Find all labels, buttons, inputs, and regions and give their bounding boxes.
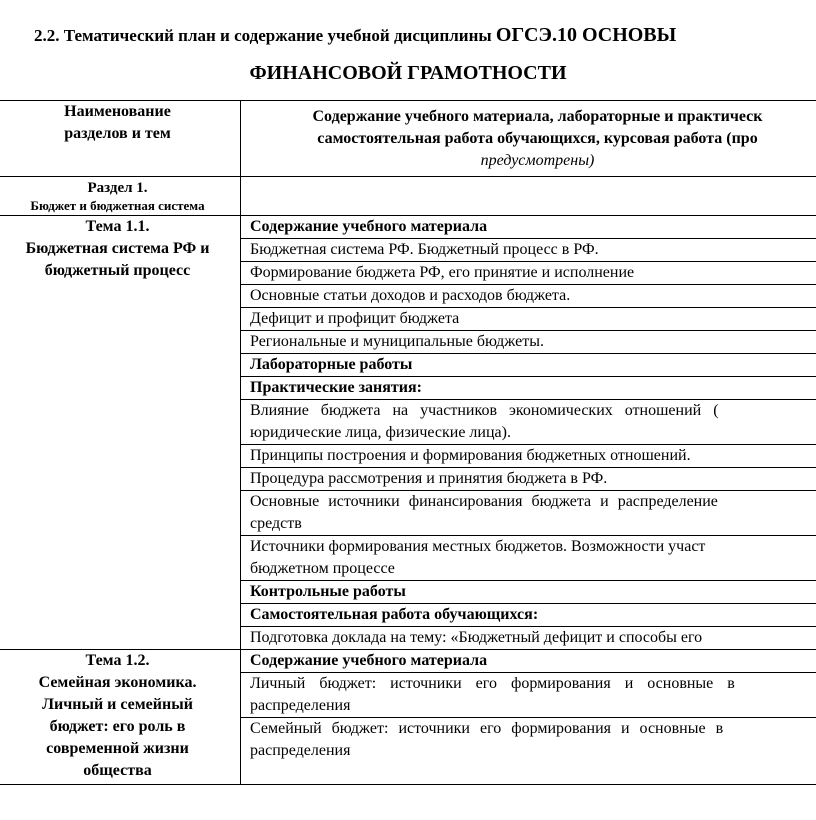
content-item: Дефицит и профицит бюджета [241,308,816,331]
self-study-heading: Самостоятельная работа обучающихся: [241,604,816,627]
topic2-name-line5: общества [83,762,152,779]
section-title: Раздел 1. [87,180,148,196]
section-title-cell [0,177,241,216]
content-heading: Содержание учебного материала [241,650,816,673]
content-heading: Содержание учебного материала [241,216,816,239]
content-item: Основные статьи доходов и расходов бюджета. [241,285,816,308]
topic2-name-line4: современной жизни [46,740,189,757]
section-empty-cell [241,177,816,216]
document-heading-line2: ФИНАНСОВОЙ ГРАМОТНОСТИ [249,62,567,84]
topic2-name-line1: Семейная экономика. [38,674,197,691]
control-works-heading: Контрольные работы [241,581,816,604]
topic2-name-line2: Личный и семейный [42,696,193,713]
content-item: Формирование бюджета РФ, его принятие и исполнение [241,262,816,285]
content-item: Личный бюджет: источники его формирования и основные в распределения [241,673,816,718]
practical-item: Источники формирования местных бюджетов. Возможности участ бюджетном процессе [241,536,816,581]
table-row [0,650,816,673]
self-study-item: Подготовка доклада на тему: «Бюджетный дефицит и способы его [241,627,816,650]
practical-item: Принципы построения и формирования бюджетных отношений. [241,445,816,468]
topic1-name-line2: бюджетный процесс [44,262,191,279]
heading-part1: 2.2. Тематический план и содержание учебной дисциплины [34,26,496,45]
topic1-cell [0,216,241,650]
content-item: Бюджетная система РФ. Бюджетный процесс в РФ. [241,239,816,262]
practical-item: Процедура рассмотрения и принятия бюджета в РФ. [241,468,816,491]
topic2-name-line3: бюджет: его роль в [49,718,186,735]
section-row [0,177,816,216]
document-heading-line1 [34,24,816,47]
practical-item: Основные источники финансирования бюджета и распределение средств [241,491,816,536]
lab-works-heading: Лабораторные работы [241,354,816,377]
content-item: Семейный бюджет: источники его формирования и основные в распределения [241,718,816,785]
topic2-cell [0,650,241,785]
col1-header: Наименование разделов и тем [0,101,241,177]
practical-item: Влияние бюджета на участников экономических отношений ( юридические лица, физические лица). [241,400,816,445]
topic1-name-line1: Бюджетная система РФ и [25,240,210,257]
practical-heading: Практические занятия: [241,377,816,400]
col2-header: Содержание учебного материала, лабораторные и практическ самостоятельная работа обучающихся, курсовая работа (про предусмотрены) [241,101,816,177]
content-item: Региональные и муниципальные бюджеты. [241,331,816,354]
section-subtitle: Бюджет и бюджетная система [30,198,205,213]
table-header-row [0,101,816,177]
heading-part2: ОГСЭ.10 ОСНОВЫ [495,24,677,46]
topic1-title: Тема 1.1. [85,218,150,235]
topic2-title: Тема 1.2. [85,652,150,669]
thematic-plan-table [0,100,816,785]
table-row [0,216,816,239]
